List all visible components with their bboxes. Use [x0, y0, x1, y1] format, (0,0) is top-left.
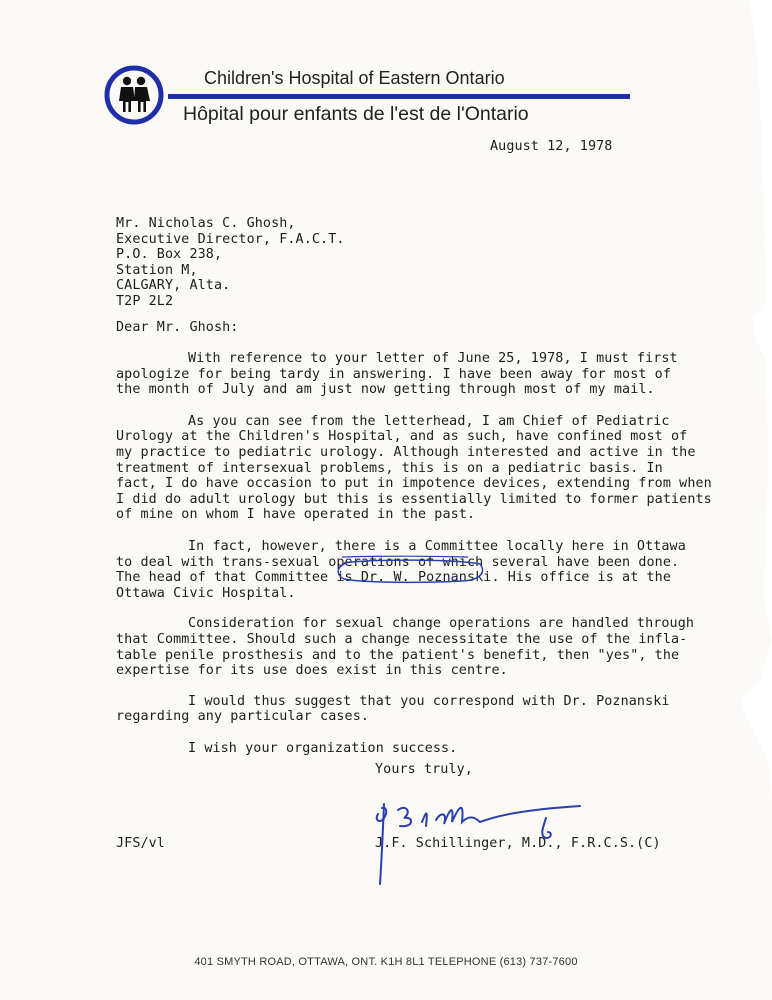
- address-line: T2P 2L2: [116, 293, 174, 309]
- body-line: table penile prosthesis and to the patient's benefit, then "yes", the: [116, 647, 680, 663]
- body-line: that Committee. Should such a change necessitate the use of the infla-: [116, 631, 688, 647]
- body-line: I would thus suggest that you correspond with Dr. Poznanski: [188, 693, 670, 709]
- body-line: I did do adult urology but this is essentially limited to former patients: [116, 491, 712, 507]
- address-line: P.O. Box 238,: [116, 247, 223, 263]
- body-line: fact, I do have occasion to put in impotence devices, extending from when: [116, 476, 712, 492]
- body-line: to deal with trans-sexual operations of which several have been done.: [116, 554, 680, 570]
- address-line: Station M,: [116, 262, 198, 278]
- letterhead-name-fr: Hôpital pour enfants de l'est de l'Ontario: [183, 103, 529, 125]
- body-line: expertise for its use does exist in this centre.: [116, 663, 508, 679]
- body-line: of mine on whom I have operated in the past.: [116, 507, 476, 523]
- body-line: The head of that Committee is Dr. W. Poznanski. His office is at the: [116, 570, 672, 586]
- body-line: With reference to your letter of June 25, 1978, I must first: [188, 351, 678, 366]
- letter-date: August 12, 1978: [490, 139, 613, 154]
- paragraph: [116, 351, 676, 398]
- letterhead-footer: 401 SMYTH ROAD, OTTAWA, ONT. K1H 8L1 TELEPHONE (613) 737-7600: [194, 956, 578, 968]
- letterhead-rule: [168, 94, 630, 99]
- ink-circle-annotation: [334, 557, 486, 585]
- body-line: In fact, however, there is a Committee locally here in Ottawa: [188, 538, 686, 554]
- body-line: the month of July and am just now getting through most of my mail.: [116, 382, 655, 398]
- hospital-logo-icon: [103, 64, 165, 126]
- paragraph: [116, 741, 676, 757]
- address-line: CALGARY, Alta.: [116, 278, 231, 294]
- body-line: Consideration for sexual change operations are handled through: [188, 616, 695, 632]
- typist-initials: JFS/vl: [116, 836, 165, 851]
- body-line: I wish your organization success.: [188, 740, 458, 756]
- body-line: Urology at the Children's Hospital, and as such, have confined most of: [116, 429, 688, 445]
- body-line: As you can see from the letterhead, I am Chief of Pediatric: [188, 413, 670, 429]
- body-line: apologize for being tardy in answering. I have been away for most of: [116, 366, 672, 382]
- body-line: regarding any particular cases.: [116, 709, 370, 725]
- paragraph: [116, 616, 695, 679]
- address-line: Executive Director, F.A.C.T.: [116, 231, 345, 247]
- body-line: treatment of intersexual problems, this is on a pediatric basis. In: [116, 460, 663, 476]
- ink-underline-annotation: [340, 554, 470, 560]
- salutation: Dear Mr. Ghosh:: [116, 320, 239, 335]
- body-line: Ottawa Civic Hospital.: [116, 585, 296, 601]
- paragraph: [116, 694, 676, 725]
- signer-name: J.F. Schillinger, M.D., F.R.C.S.(C): [375, 836, 661, 851]
- paragraph: [116, 413, 712, 523]
- letterhead-name-en: Children's Hospital of Eastern Ontario: [204, 68, 505, 88]
- body-line: my practice to pediatric urology. Although interested and active in the: [116, 444, 696, 460]
- address-line: Mr. Nicholas C. Ghosh,: [116, 216, 296, 231]
- closing: Yours truly,: [375, 762, 473, 777]
- recipient-address: [116, 216, 345, 310]
